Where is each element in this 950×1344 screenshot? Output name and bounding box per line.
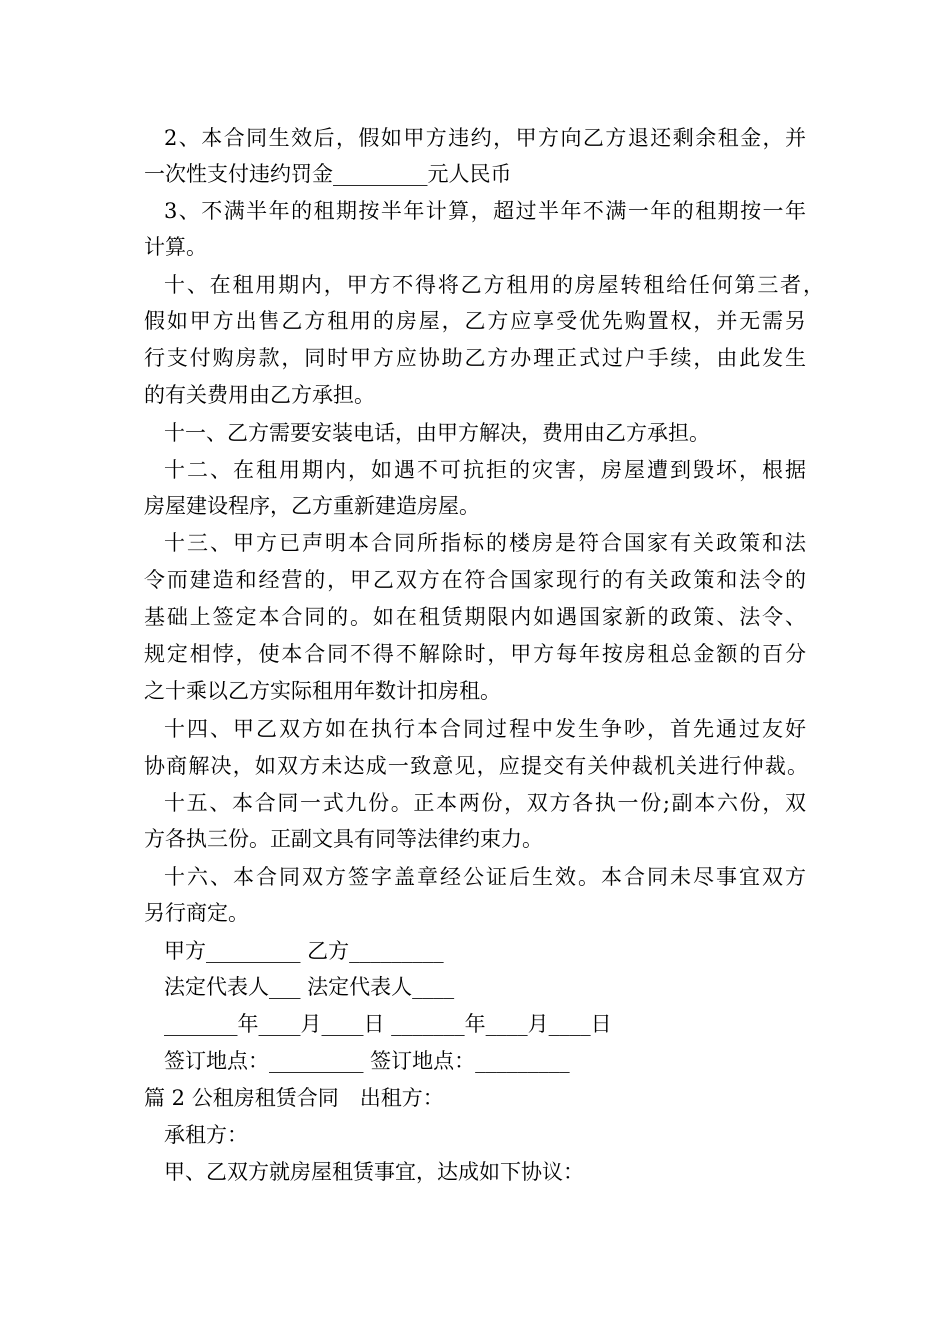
paragraph-line: 另行商定。 (144, 901, 249, 925)
paragraph-line: 房屋建设程序，乙方重新建造房屋。 (144, 494, 480, 518)
signature-line: 甲方_________ 乙方_________ (164, 939, 444, 963)
paragraph-line: 计算。 (144, 235, 207, 259)
paragraph-line: 十四、甲乙双方如在执行本合同过程中发生争吵，首先通过友好 (164, 717, 806, 741)
paragraph-line: 协商解决，如双方未达成一致意见，应提交有关仲裁机关进行仲裁。 (144, 754, 808, 778)
signature-line: 法定代表人___ 法定代表人____ (164, 975, 455, 999)
paragraph-line: 3、不满半年的租期按半年计算，超过半年不满一年的租期按一年 (164, 199, 806, 223)
paragraph-line: 十二、在租用期内，如遇不可抗拒的灾害，房屋遭到毁坏，根据 (164, 458, 806, 482)
paragraph-line: 甲、乙双方就房屋租赁事宜，达成如下协议： (164, 1160, 584, 1184)
paragraph-line: 基础上签定本合同的。如在租赁期限内如遇国家新的政策、法令、 (144, 605, 806, 629)
paragraph-line: 十三、甲方已声明本合同所指标的楼房是符合国家有关政策和法 (164, 531, 806, 555)
paragraph-line: 承租方： (164, 1123, 248, 1147)
paragraph-line: 十六、本合同双方签字盖章经公证后生效。本合同未尽事宜双方 (164, 865, 806, 889)
signature-place-line: 签订地点：_________ 签订地点：_________ (164, 1049, 570, 1073)
paragraph-line: 十、在租用期内，甲方不得将乙方租用的房屋转租给任何第三者， (164, 273, 824, 297)
paragraph-line: 十一、乙方需要安装电话，由甲方解决，费用由乙方承担。 (164, 421, 710, 445)
paragraph-line: 规定相悖，使本合同不得不解除时，甲方每年按房租总金额的百分 (144, 642, 806, 666)
signature-date-line: _______年____月____日 _______年____月____日 (164, 1012, 612, 1036)
paragraph-line: 假如甲方出售乙方租用的房屋，乙方应享受优先购置权，并无需另 (144, 309, 806, 333)
paragraph-line: 之十乘以乙方实际租用年数计扣房租。 (144, 679, 501, 703)
paragraph-line: 令而建造和经营的，甲乙双方在符合国家现行的有关政策和法令的 (144, 568, 806, 592)
paragraph-line: 行支付购房款，同时甲方应协助乙方办理正式过户手续，由此发生 (144, 346, 806, 370)
paragraph-line: 十五、本合同一式九份。正本两份，双方各执一份;副本六份，双 (164, 791, 806, 815)
paragraph-line: 2、本合同生效后，假如甲方违约，甲方向乙方退还剩余租金，并 (164, 126, 806, 150)
paragraph-line: 一次性支付违约罚金_________元人民币 (144, 162, 512, 186)
paragraph-line: 方各执三份。正副文具有同等法律约束力。 (144, 827, 543, 851)
section-heading: 篇 2 公租房租赁合同 出租方： (144, 1086, 444, 1110)
paragraph-line: 的有关费用由乙方承担。 (144, 383, 375, 407)
